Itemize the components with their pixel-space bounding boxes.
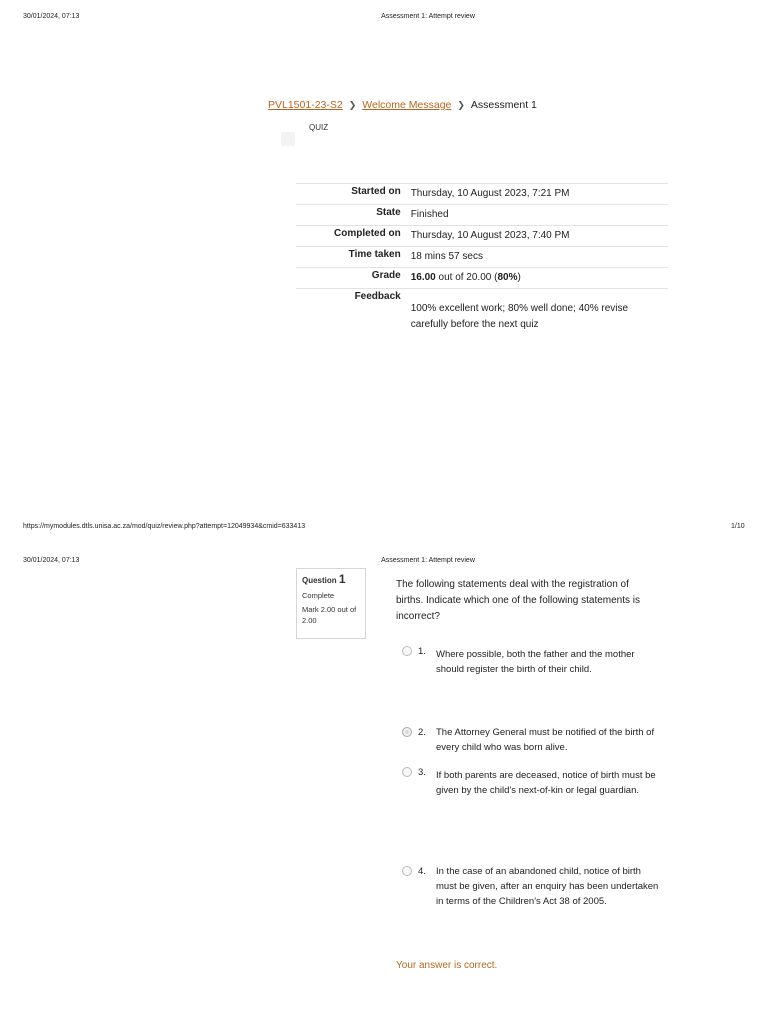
breadcrumb (268, 99, 537, 111)
grade-close: ) (517, 272, 521, 283)
option-text: The Attorney General must be notified of the birth of every child who was born alive. (436, 727, 655, 753)
answer-feedback: Your answer is correct. (396, 960, 498, 971)
radio-button[interactable] (402, 866, 412, 876)
summary-row-grade (296, 268, 668, 289)
print-title: Assessment 1: Attempt review (381, 557, 475, 564)
attempt-summary-table (296, 183, 668, 335)
print-page-number: 1/10 (731, 523, 745, 530)
option-text: If both parents are deceased, notice of birth must be given by the child's next-of-kin or legal guardian. (436, 770, 656, 796)
grade-label: Grade (371, 270, 401, 281)
feedback-text: 100% excellent work; 80% well done; 40% revise carefully before the next quiz (410, 303, 629, 330)
summary-row (296, 247, 668, 268)
grade-percent: 80% (497, 272, 518, 283)
grade-score: 16.00 (410, 272, 436, 283)
summary-label: State (376, 207, 401, 218)
print-url: https://mymodules.dtls.unisa.ac.za/mod/quiz/review.php?attempt=12049934&cmid=633413 (23, 523, 306, 530)
question-number: 1 (338, 572, 346, 586)
summary-row (296, 184, 668, 205)
question-heading (302, 574, 360, 586)
summary-value: Thursday, 10 August 2023, 7:40 PM (410, 230, 570, 241)
summary-row (296, 226, 668, 247)
answer-option[interactable] (402, 725, 662, 755)
question-info-box (296, 568, 366, 639)
print-datetime: 30/01/2024, 07:13 (23, 13, 80, 20)
option-number: 1. (418, 646, 426, 657)
breadcrumb-course-link[interactable]: PVL1501-23-S2 (268, 99, 343, 111)
summary-row-feedback (296, 289, 668, 336)
question-mark: Mark 2.00 out of 2.00 (302, 605, 357, 625)
radio-button-selected[interactable] (402, 727, 412, 737)
activity-type-label: QUIZ (309, 123, 329, 132)
option-number: 2. (418, 727, 426, 738)
radio-button[interactable] (402, 767, 412, 777)
breadcrumb-current: Assessment 1 (470, 99, 537, 111)
print-title: Assessment 1: Attempt review (381, 13, 475, 20)
summary-value: Finished (410, 209, 449, 220)
grade-value (411, 268, 668, 289)
answer-option[interactable] (402, 765, 662, 798)
breadcrumb-section-link[interactable]: Welcome Message (362, 99, 452, 111)
question-status: Complete (302, 591, 335, 600)
summary-label: Completed on (334, 228, 401, 239)
summary-value: 18 mins 57 secs (410, 251, 483, 262)
summary-label: Time taken (348, 249, 401, 260)
question-text: The following statements deal with the registration of births. Indicate which one of the following statements is incorrect? (396, 579, 641, 622)
summary-value: Thursday, 10 August 2023, 7:21 PM (410, 188, 570, 199)
print-datetime: 30/01/2024, 07:13 (23, 557, 80, 564)
radio-button[interactable] (402, 646, 412, 656)
grade-outof: out of 20.00 ( (435, 272, 498, 283)
quiz-icon (281, 132, 295, 146)
feedback-label: Feedback (354, 291, 401, 302)
option-number: 4. (418, 866, 426, 877)
summary-row (296, 205, 668, 226)
option-number: 3. (418, 767, 426, 778)
chevron-right-icon: ❯ (457, 99, 465, 110)
answer-option[interactable] (402, 864, 662, 909)
answer-option[interactable] (402, 644, 662, 677)
chevron-right-icon: ❯ (348, 99, 357, 110)
option-text: Where possible, both the father and the mother should register the birth of their child. (436, 649, 635, 675)
option-text: In the case of an abandoned child, notice of birth must be given, after an enquiry has been undertaken in terms of the Children's Act 38 of 2005. (436, 866, 659, 907)
question-title: Question (302, 576, 337, 585)
summary-label: Started on (351, 186, 401, 197)
